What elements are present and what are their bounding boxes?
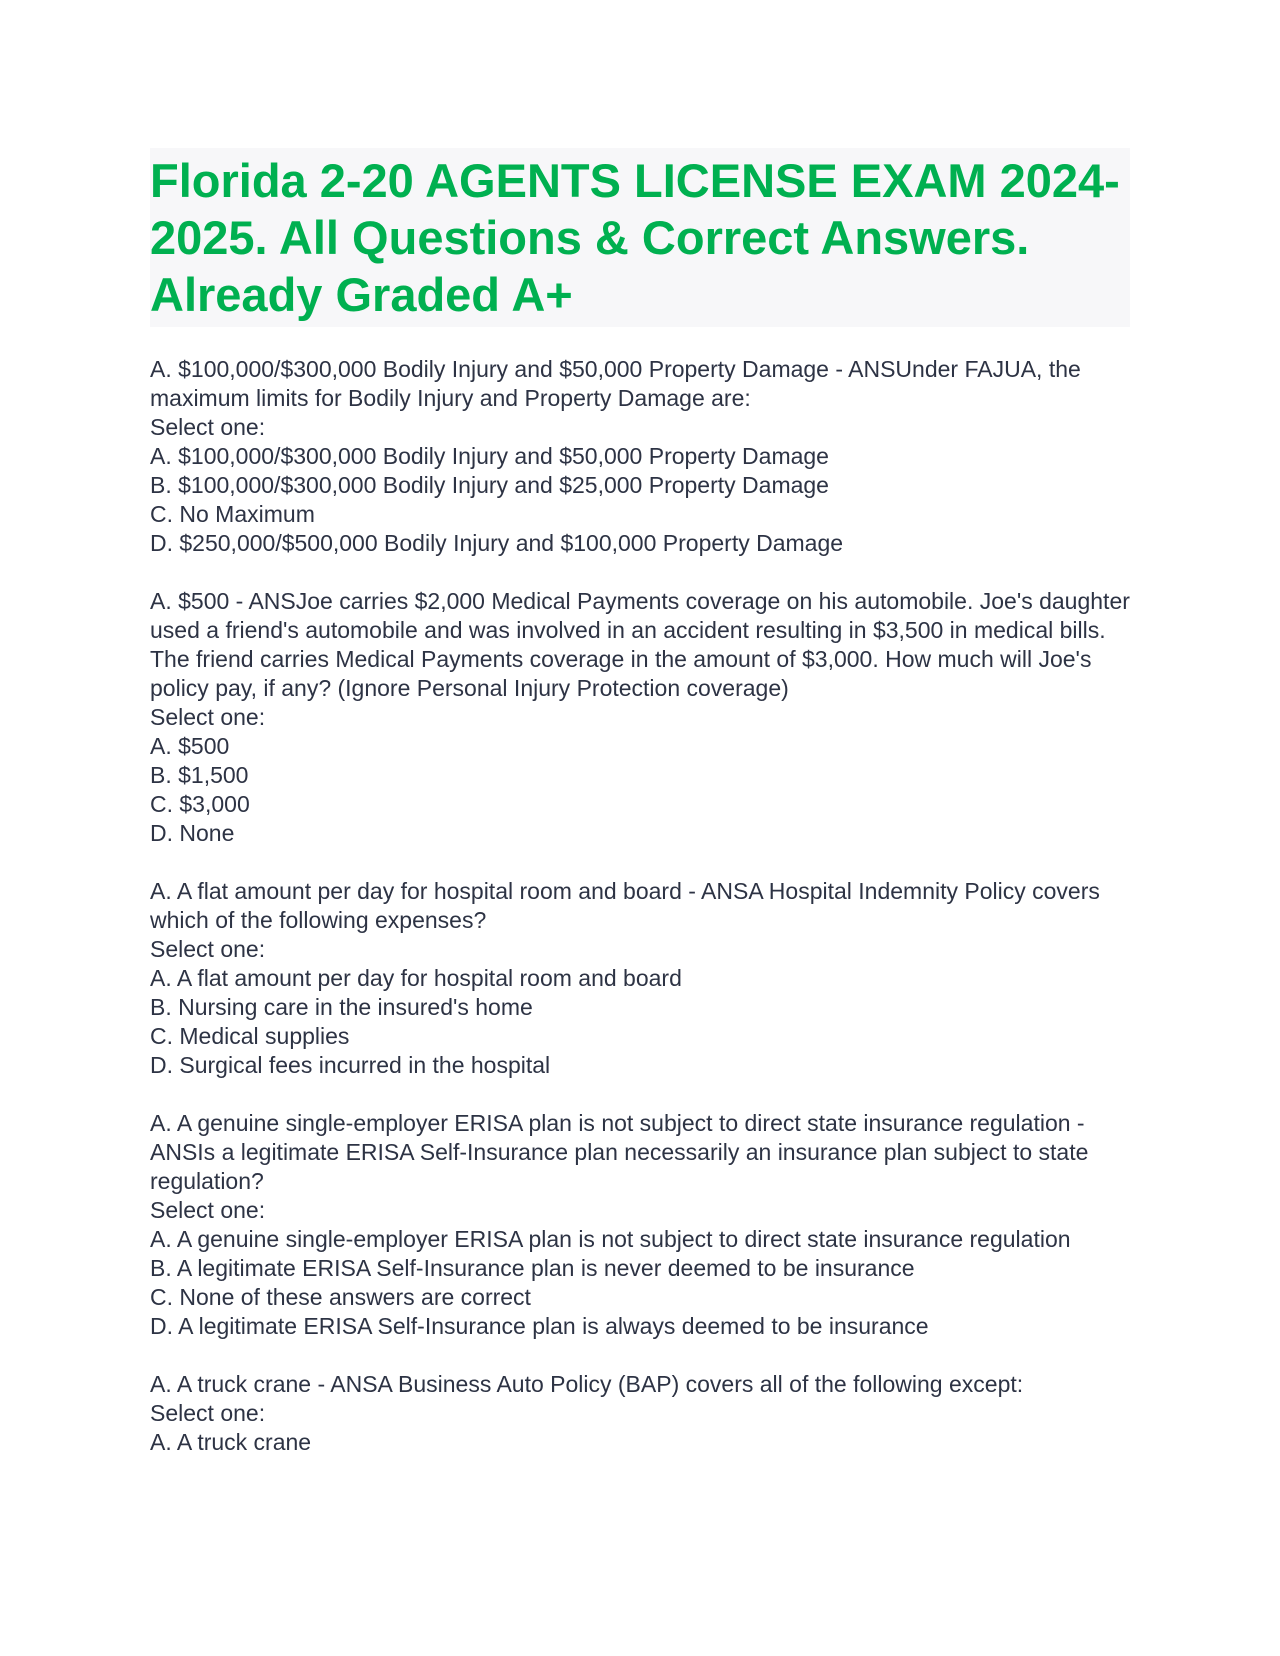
answer-option: C. $3,000 — [150, 791, 250, 817]
title-block — [150, 148, 1130, 327]
question-2 — [150, 587, 1130, 848]
question-stem: A. A flat amount per day for hospital room and board - ANSA Hospital Indemnity Policy covers which of the following expenses? — [150, 878, 1100, 933]
answer-option: D. A legitimate ERISA Self-Insurance plan is always deemed to be insurance — [150, 1313, 929, 1339]
answer-option: A. $500 — [150, 733, 230, 759]
select-one-label: Select one: — [150, 704, 266, 730]
select-one-label: Select one: — [150, 414, 266, 440]
answer-option: B. Nursing care in the insured's home — [150, 994, 533, 1020]
document-title: Florida 2-20 AGENTS LICENSE EXAM 2024-2025. All Questions & Correct Answers. Already Graded A+ — [150, 154, 1120, 321]
document-page — [150, 148, 1130, 1486]
answer-option: D. None — [150, 820, 235, 846]
answer-option: D. Surgical fees incurred in the hospital — [150, 1052, 551, 1078]
select-one-label: Select one: — [150, 1400, 266, 1426]
answer-option: A. A genuine single-employer ERISA plan is not subject to direct state insurance regulation — [150, 1226, 1071, 1252]
question-stem: A. $500 - ANSJoe carries $2,000 Medical Payments coverage on his automobile. Joe's daughter used a friend's automobile and was involved in an accident resulting in $3,500 in medical bills. The friend carries Medical Payments coverage in the amount of $3,000. How much will Joe's policy pay, if any? (Ignore Personal Injury Protection coverage) — [150, 588, 1130, 701]
question-stem: A. $100,000/$300,000 Bodily Injury and $50,000 Property Damage - ANSUnder FAJUA, the maximum limits for Bodily Injury and Property Damage are: — [150, 356, 1081, 411]
answer-option: A. A flat amount per day for hospital room and board — [150, 965, 682, 991]
question-1 — [150, 355, 1130, 558]
select-one-label: Select one: — [150, 1197, 266, 1223]
question-stem: A. A genuine single-employer ERISA plan is not subject to direct state insurance regulation - ANSIs a legitimate ERISA Self-Insurance plan necessarily an insurance plan subject to state regulation? — [150, 1110, 1089, 1194]
answer-option: C. No Maximum — [150, 501, 315, 527]
answer-option: D. $250,000/$500,000 Bodily Injury and $100,000 Property Damage — [150, 530, 844, 556]
answer-option: A. A truck crane — [150, 1429, 312, 1455]
select-one-label: Select one: — [150, 936, 266, 962]
question-5 — [150, 1370, 1130, 1457]
answer-option: C. None of these answers are correct — [150, 1284, 531, 1310]
question-4 — [150, 1109, 1130, 1341]
answer-option: B. $100,000/$300,000 Bodily Injury and $25,000 Property Damage — [150, 472, 829, 498]
question-stem: A. A truck crane - ANSA Business Auto Policy (BAP) covers all of the following except: — [150, 1371, 1024, 1397]
answer-option: A. $100,000/$300,000 Bodily Injury and $50,000 Property Damage — [150, 443, 829, 469]
answer-option: B. $1,500 — [150, 762, 249, 788]
answer-option: C. Medical supplies — [150, 1023, 350, 1049]
answer-option: B. A legitimate ERISA Self-Insurance plan is never deemed to be insurance — [150, 1255, 915, 1281]
question-3 — [150, 877, 1130, 1080]
